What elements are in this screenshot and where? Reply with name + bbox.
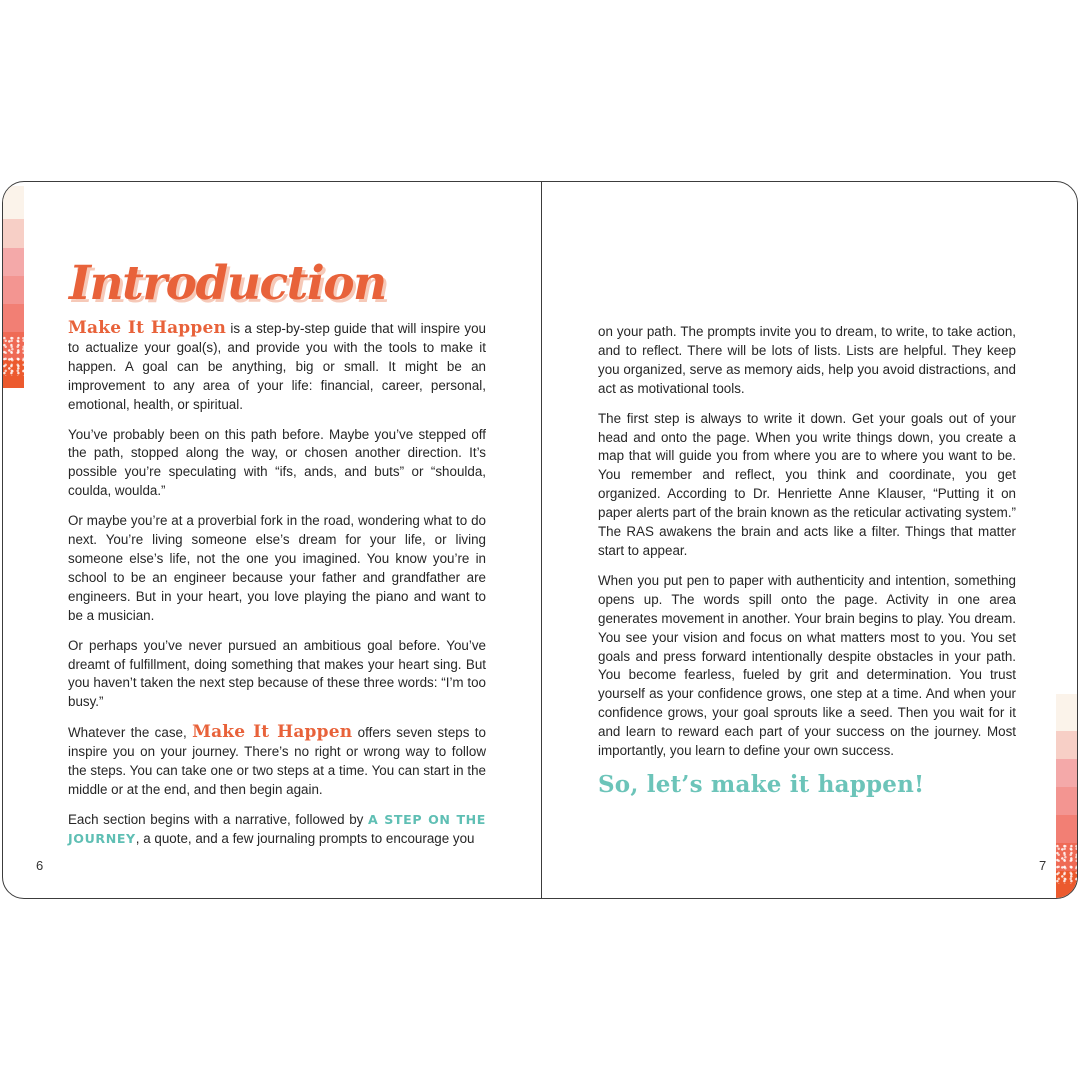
page-number-left: 6: [36, 858, 44, 873]
paragraph-1: Make It Happen is a step-by-step guide that will inspire you to actualize your goal(s), and provide you with the tools to make it happen. A goal can be anything, big or small. It might be an improvement to any area of your life: financial, career, personal, emotional, health, or spiritual.: [68, 318, 486, 412]
page-number-right: 7: [1039, 858, 1047, 873]
paragraph-9: When you put pen to paper with authenticity and intention, something opens up. The words spill onto the page. Activity in one area generates movement in another. Your brain begins to play. You dream. You see your vision and focus on what matters most to you. You set goals and press forward intentionally despite obstacles in your path. You become fearless, fueled by grit and determination. You trust yourself as your confidence grows, one step at a time. And when your confidence grows, your goal sprouts like a seed. Then you wait for it and learn to reward each part of your success on the journey. Most importantly, you learn to define your own success.: [598, 572, 1016, 759]
brand-name: Make It Happen: [68, 318, 227, 338]
right-page-body: [598, 323, 1016, 772]
right-color-tab: [1056, 694, 1077, 899]
page-title: Introduction: [69, 256, 386, 311]
paragraph-8: The first step is always to write it down. Get your goals out of your head and onto the page. When you write things down, you create a map that will guide you from where you are to where you want to be. You remember and reflect, you think and coordinate, you get organized. According to Dr. Henriette Anne Klauser, “Putting it on paper alerts part of the brain known as the reticular activating system.” The RAS awakens the brain and acts like a filter. Things that matter start to appear.: [598, 410, 1016, 558]
paragraph-6: Each section begins with a narrative, followed by A STEP ON THE JOURNEY, a quote, and a few journaling prompts to encourage you: [68, 811, 486, 846]
book-spread: [2, 181, 1078, 899]
left-color-tab: [3, 186, 24, 388]
brand-name: Make It Happen: [192, 722, 353, 743]
book-gutter: [541, 182, 542, 898]
left-page-body: [68, 319, 486, 860]
paragraph-5: Whatever the case, Make It Happen offers seven steps to inspire you on your journey. There’s no right or wrong way to follow the steps. You can take one or two steps at a time. You can start in the middle or at the end, and then begin again.: [68, 722, 486, 797]
paragraph-2: You’ve probably been on this path before. Maybe you’ve stepped off the path, stopped along the way, or chosen another direction. It’s possible you’re speculating with “ifs, ands, and buts” or “shoulda, coulda, woulda.”: [68, 426, 486, 499]
closing-heading: So, let’s make it happen!: [598, 771, 925, 798]
step-reference: A STEP ON THE JOURNEY: [68, 811, 486, 846]
paragraph-7: on your path. The prompts invite you to dream, to write, to take action, and to reflect. There will be lots of lists. Lists are helpful. They keep you organized, serve as memory aids, help you avoid distractions, and act as motivational tools.: [598, 324, 1016, 396]
paragraph-3: Or maybe you’re at a proverbial fork in the road, wondering what to do next. You’re living someone else’s dream for your life, or living someone else’s life, not the one you imagined. You know you’re in school to be an engineer because your father and grandfather are engineers. But in your heart, you love playing the piano and want to be a musician.: [68, 513, 486, 623]
paragraph-4: Or perhaps you’ve never pursued an ambitious goal before. You’ve dreamt of fulfillment, doing something that makes your heart sing. But you haven’t taken the next step because of these three words: “I’m too busy.”: [68, 637, 486, 710]
